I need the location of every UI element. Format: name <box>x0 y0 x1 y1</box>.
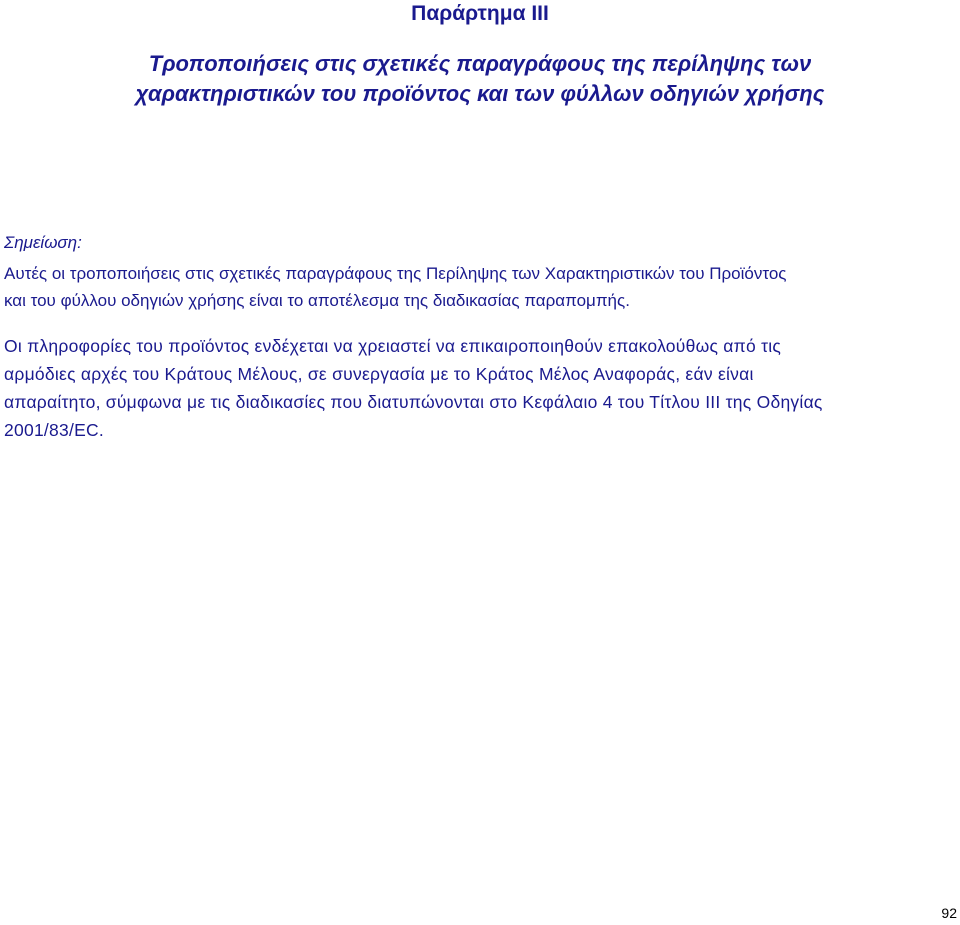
body-line: απαραίτητο, σύμφωνα με τις διαδικασίες που διατυπώνονται στο Κεφάλαιο 4 του Τίτλου III της Οδηγίας <box>4 392 823 412</box>
note-label: Σημείωση: <box>4 233 82 252</box>
body-paragraph <box>4 332 956 444</box>
body-line: Οι πληροφορίες του προϊόντος ενδέχεται να χρειαστεί να επικαιροποιηθούν επακολούθως από τις <box>4 336 782 356</box>
body-line: αρμόδιες αρχές του Κράτους Μέλους, σε συνεργασία με το Κράτος Μέλος Αναφοράς, εάν είναι <box>4 364 754 384</box>
note-line: και του φύλλου οδηγιών χρήσης είναι το αποτέλεσμα της διαδικασίας παραπομπής. <box>4 291 630 310</box>
document-title <box>40 49 920 109</box>
document-title-line: Τροποποιήσεις στις σχετικές παραγράφους της περίληψης των <box>148 51 812 76</box>
note-paragraph <box>4 260 954 314</box>
document-title-line: χαρακτηριστικών του προϊόντος και των φύλλων οδηγιών χρήσης <box>135 81 825 106</box>
page-number: 92 <box>941 905 957 921</box>
note-line: Αυτές οι τροποποιήσεις στις σχετικές παραγράφους της Περίληψης των Χαρακτηριστικών του Προϊόντος <box>4 264 787 283</box>
annex-heading: Παράρτημα III <box>411 2 549 25</box>
body-line: 2001/83/ΕC. <box>4 420 105 440</box>
